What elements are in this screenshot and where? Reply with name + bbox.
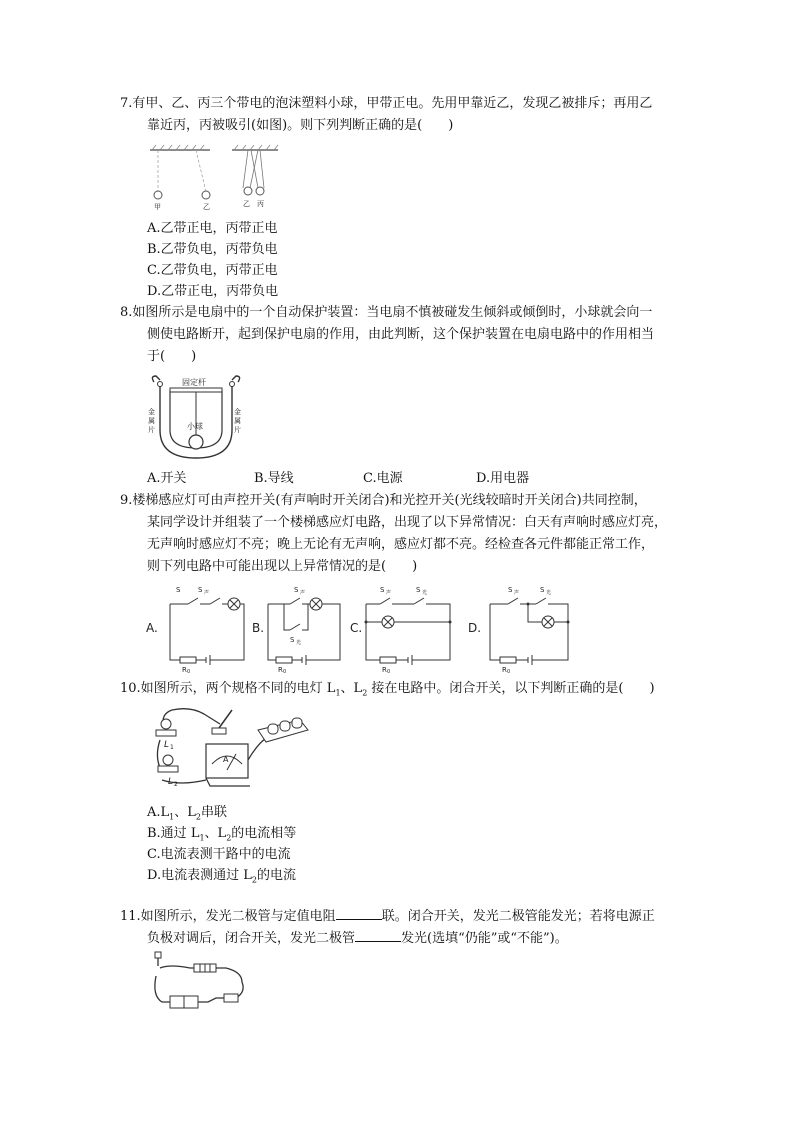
q11-line2-part-b: 发光(选填“仍能”或“不能”)。: [401, 931, 568, 946]
q9-stem-line2: 某同学设计并组装了一个楼梯感应灯电路，出现了以下异常情况：白天有声响时感应灯亮，: [147, 515, 668, 530]
d-r0: R: [502, 666, 507, 674]
q8-stem-line2: 侧使电路断开，起到保护电扇的作用，由此判断，这个保护装置在电扇电路中的作用相当: [147, 327, 655, 342]
q10-stem-part-a: 10.如图所示，两个规格不同的电灯 L: [120, 681, 336, 696]
q8-figure-protection-device: [146, 372, 246, 462]
q10-option-c: C.电流表测干路中的电流: [147, 847, 291, 862]
c-s1-sub: 声: [386, 590, 392, 596]
circuit-c: [366, 598, 450, 665]
c-s2-sub: 光: [422, 590, 428, 596]
q10-a-mid: 、L: [174, 805, 196, 820]
q10-b-sub2: 2: [226, 833, 232, 843]
q10-b-post: 的电流相等: [231, 826, 297, 841]
q8-stem-line3: 于( ): [147, 349, 197, 364]
q10-b-mid: 、L: [204, 826, 227, 841]
b-s1-sub: 声: [300, 590, 306, 596]
q10-a-post: 串联: [200, 805, 227, 820]
q7-stem-line2: 靠近丙，丙被吸引(如图)。则下列判断正确的是( ): [147, 118, 454, 133]
q11-figure-led-circuit: [150, 952, 250, 1010]
q7-stem-line1: 7.有甲、乙、丙三个带电的泡沫塑料小球，甲带正电。先用甲靠近乙，发现乙被排斥；再用乙: [120, 96, 653, 111]
q10-b-pre: B.通过 L: [147, 826, 200, 841]
d-s2: S: [540, 586, 545, 594]
a-s2: S: [198, 586, 203, 594]
circuit-c-label: C.: [350, 621, 363, 635]
fig-l1: L: [164, 740, 170, 750]
label-jia: 甲: [154, 203, 161, 211]
q11-blank-2[interactable]: [355, 929, 401, 942]
q7-figure-charged-balls: [148, 140, 298, 212]
q9-stem-line3: 无声响时感应灯不亮；晚上无论有无声响，感应灯都不亮。经检查各元件都能正常工作，: [147, 537, 655, 552]
c-r0-sub: 0: [387, 669, 391, 675]
q11-line1-part-a: 11.如图所示，发光二极管与定值电阻: [120, 909, 336, 924]
label-metal-left-2: 属: [148, 417, 155, 425]
d-r0-sub: 0: [507, 669, 511, 675]
fig-l2: L: [168, 777, 174, 787]
q11-stem-line1: [120, 907, 655, 927]
a-r0-sub: 0: [187, 669, 191, 675]
q10-figure-circuit: [150, 700, 310, 790]
b-s1: S: [294, 586, 299, 594]
q11-stem-line2: [147, 929, 568, 949]
d-s2-sub: 光: [546, 590, 552, 596]
q7-option-b: B.乙带负电，丙带负电: [147, 242, 278, 257]
fig-ammeter: A: [223, 755, 229, 764]
q9-stem-line1: 9.楼梯感应灯可由声控开关(有声响时开关闭合)和光控开关(光线较暗时开关闭合)共同控制，: [120, 493, 647, 508]
c-s2: S: [416, 586, 421, 594]
c-r0: R: [382, 666, 387, 674]
d-s1: S: [508, 586, 513, 594]
q10-a-sub2: 2: [195, 812, 201, 822]
label-metal-left-3: 片: [148, 426, 155, 434]
q11-line2-part-a: 负极对调后，闭合开关，发光二极管: [147, 931, 356, 946]
q10-a-pre: A.L: [147, 805, 170, 820]
b-r0-sub: 0: [283, 669, 287, 675]
b-r0: R: [278, 666, 283, 674]
q10-stem-part-b: 、L: [340, 681, 363, 696]
label-yi-2: 乙: [243, 200, 250, 208]
q8-option-b: B.导线: [254, 471, 294, 486]
a-s1: S: [176, 586, 181, 594]
circuit-a: [170, 598, 244, 665]
a-s2-sub: 声: [204, 590, 210, 596]
circuit-b: [268, 598, 340, 665]
label-metal-right-3: 片: [234, 426, 241, 434]
q10-a-sub1: 1: [169, 812, 175, 822]
q10-option-d: [147, 866, 296, 891]
circuit-d-label: D.: [468, 621, 482, 635]
q11-blank-1[interactable]: [336, 907, 382, 920]
circuit-d: [490, 598, 568, 665]
label-bing: 丙: [257, 200, 264, 208]
label-fixed-rod: 固定杆: [182, 378, 206, 387]
b-s2-sub: 光: [296, 640, 302, 646]
q10-b-sub1: 1: [199, 833, 205, 843]
q8-option-a: A.开关: [147, 471, 187, 486]
b-s2: S: [290, 636, 295, 644]
q8-stem-line1: 8.如图所示是电扇中的一个自动保护装置：当电扇不慎被碰发生倾斜或倾倒时，小球就会向一: [120, 305, 653, 320]
label-metal-left-1: 金: [148, 408, 155, 416]
label-metal-right-1: 金: [234, 408, 241, 416]
circuit-a-label: A.: [146, 621, 158, 635]
q7-option-d: D.乙带正电，丙带负电: [147, 284, 279, 299]
q8-option-d: D.用电器: [476, 471, 530, 486]
q10-stem-part-c: 接在电路中。闭合开关，以下判断正确的是( ): [367, 681, 655, 696]
q11-line1-part-b: 联。闭合开关，发光二极管能发光；若将电源正: [381, 909, 655, 924]
q10-stem-sub1: 1: [335, 688, 341, 698]
q7-option-c: C.乙带负电，丙带正电: [147, 263, 278, 278]
q10-d-sub1: 2: [251, 875, 257, 885]
c-s1: S: [380, 586, 385, 594]
a-r0: R: [182, 666, 187, 674]
circuit-b-label: B.: [252, 621, 265, 635]
q10-d-post: 的电流: [256, 868, 296, 883]
d-s1-sub: 声: [514, 590, 520, 596]
label-yi: 乙: [203, 203, 210, 211]
fig-l2-sub: 2: [174, 781, 178, 788]
q8-option-c: C.电源: [363, 471, 403, 486]
label-metal-right-2: 属: [234, 417, 241, 425]
q7-option-a: A.乙带正电，丙带正电: [147, 221, 278, 236]
q9-circuit-diagrams: [140, 580, 580, 675]
q10-d-pre: D.电流表测通过 L: [147, 868, 252, 883]
q9-stem-line4: 则下列电路中可能出现以上异常情况的是( ): [147, 559, 418, 574]
fig-l1-sub: 1: [170, 744, 174, 751]
q10-stem-sub2: 2: [362, 688, 368, 698]
label-small-ball: 小球: [187, 422, 203, 431]
